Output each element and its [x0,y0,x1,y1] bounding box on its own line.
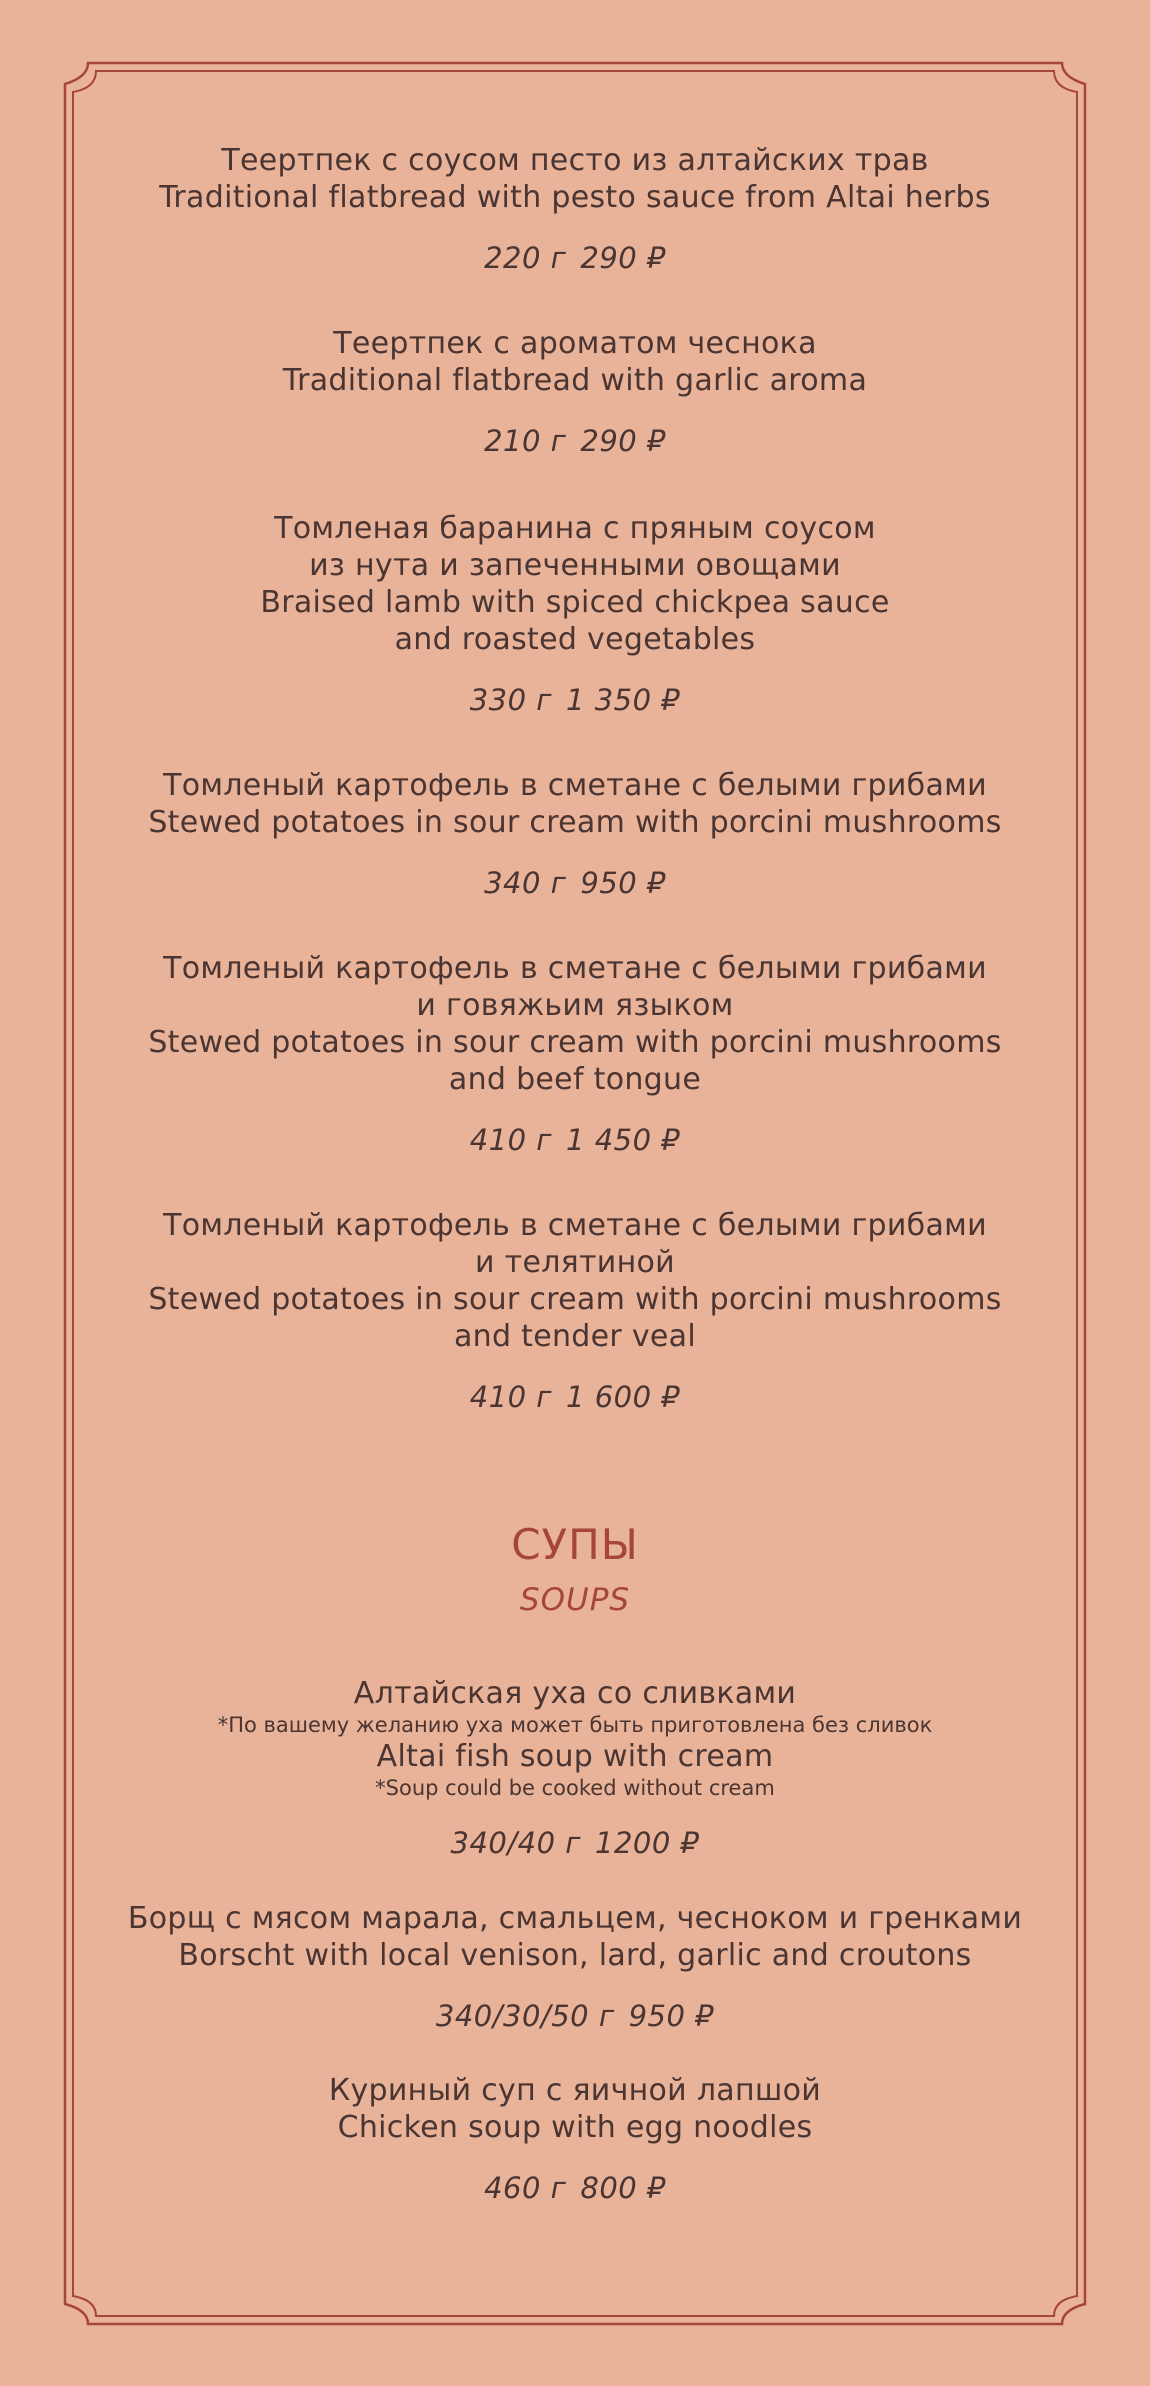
menu-item [90,1207,1060,1415]
item-price-line [90,423,1060,459]
item-price: 1200 ₽ [595,1826,700,1860]
item-name-ru: Борщ с мясом марала, смальцем, чесноком и гренками [127,1901,1023,1936]
item-name-en: Stewed potatoes in sour cream with porcini mushrooms [148,1282,1002,1317]
item-price-line [90,1379,1060,1415]
item-price: 1 450 ₽ [566,1123,681,1157]
item-note-ru: *По вашему желанию уха может быть приготовлена без сливок [217,1713,933,1737]
item-weight: 410 г [469,1123,553,1157]
menu-item [90,767,1060,901]
item-name-en: and beef tongue [448,1062,702,1097]
item-name-en: and roasted vegetables [394,622,756,657]
item-price-line [90,2170,1060,2206]
item-name-en: Chicken soup with egg noodles [337,2110,813,2145]
item-name-ru: и говяжьим языком [416,988,734,1023]
menu-item [90,142,1060,276]
item-price: 290 ₽ [580,424,666,458]
item-price: 1 600 ₽ [566,1380,681,1414]
item-price-line [90,1825,1060,1861]
item-weight: 210 г [484,424,567,458]
item-name-en: Borscht with local venison, lard, garlic and croutons [178,1938,972,1973]
item-name-ru: Теертпек с ароматом чеснока [333,326,817,361]
item-price: 950 ₽ [628,1999,715,2033]
item-price-line [90,682,1060,718]
item-name-en: Stewed potatoes in sour cream with porcini mushrooms [148,805,1002,840]
section-subtitle: SOUPS [519,1582,631,1618]
item-name-ru: Томленый картофель в сметане с белыми грибами [163,951,987,986]
item-name-ru: Алтайская уха со сливками [353,1676,797,1711]
item-weight: 330 г [469,683,553,717]
item-weight: 460 г [484,2171,567,2205]
item-name-en: Stewed potatoes in sour cream with porcini mushrooms [148,1025,1002,1060]
item-name-ru: Куриный суп с яичной лапшой [328,2073,822,2108]
item-price: 1 350 ₽ [566,683,681,717]
item-price-line [90,1998,1060,2034]
item-name-ru: Томленый картофель в сметане с белыми грибами [163,768,987,803]
item-name-en: Braised lamb with spiced chickpea sauce [260,585,890,620]
item-note-en: *Soup could be cooked without cream [375,1776,775,1800]
item-price-line [90,865,1060,901]
item-name-en: Altai fish soup with cream [376,1739,774,1774]
menu-item [90,2072,1060,2206]
item-price-line [90,1122,1060,1158]
item-weight: 340/30/50 г [435,1999,615,2033]
item-name-ru: Томленая баранина с пряным соусом [274,511,876,546]
item-name-ru: из нута и запеченными овощами [309,548,841,583]
menu-item [90,950,1060,1158]
item-name-en: Traditional flatbread with garlic aroma [282,363,868,398]
item-weight: 340/40 г [450,1826,581,1860]
item-weight: 220 г [484,241,567,275]
section-title: СУПЫ [511,1520,639,1569]
item-name-ru: Теертпек с соусом песто из алтайских трав [221,143,929,178]
item-name-ru: Томленый картофель в сметане с белыми грибами [163,1208,987,1243]
menu-item [90,1900,1060,2034]
item-name-en: Traditional flatbread with pesto sauce from Altai herbs [159,180,991,215]
menu-item [90,1675,1060,1861]
menu-item [90,510,1060,718]
item-weight: 410 г [469,1380,553,1414]
item-name-en: and tender veal [453,1319,696,1354]
item-price: 290 ₽ [580,241,666,275]
menu-item [90,325,1060,459]
item-price: 800 ₽ [580,2171,666,2205]
item-name-ru: и телятиной [475,1245,675,1280]
item-price-line [90,240,1060,276]
item-price: 950 ₽ [580,866,666,900]
item-weight: 340 г [484,866,567,900]
